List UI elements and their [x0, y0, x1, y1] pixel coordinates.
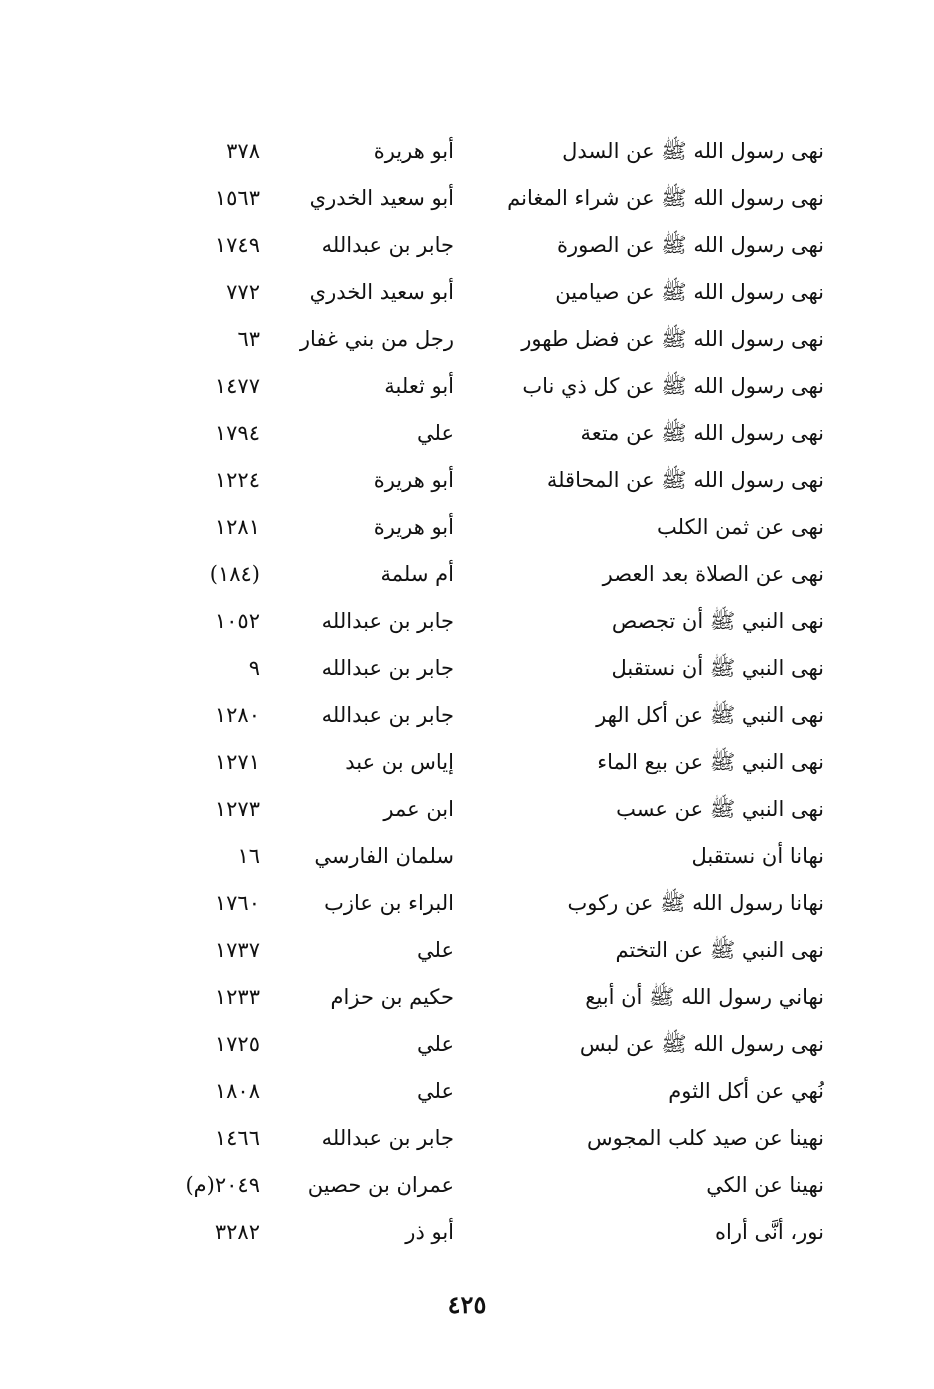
reference-number: ١٢٣٣ [214, 985, 260, 1009]
hadith-text: نهى النبي ﷺ عن أكل الهر [596, 703, 824, 727]
hadith-index-table [160, 128, 830, 1256]
reference-number: ١٠٥٢ [214, 609, 260, 633]
narrator-name: أبو سعيد الخدري [309, 280, 454, 304]
narrator-name: جابر بن عبدالله [321, 703, 454, 727]
reference-number: (١٨٤) [209, 562, 260, 586]
table-row [160, 739, 830, 786]
table-row [160, 833, 830, 880]
reference-number: ١٢٧٣ [214, 797, 260, 821]
narrator-name: حكيم بن حزام [330, 985, 454, 1009]
table-row [160, 551, 830, 598]
hadith-text: نهى النبي ﷺ عن بيع الماء [597, 750, 824, 774]
hadith-text: نهى رسول الله ﷺ عن كل ذي ناب [522, 374, 824, 398]
hadith-text: نهى رسول الله ﷺ عن الصورة [556, 233, 824, 257]
narrator-name: جابر بن عبدالله [321, 656, 454, 680]
hadith-text: نهانا رسول الله ﷺ عن ركوب [567, 891, 824, 915]
hadith-text: نهى رسول الله ﷺ عن المحاقلة [546, 468, 824, 492]
reference-number: ١٧٦٠ [214, 891, 260, 915]
table-row [160, 410, 830, 457]
narrator-name: أبو سعيد الخدري [309, 186, 454, 210]
narrator-name: إياس بن عبد [345, 750, 454, 774]
table-row [160, 1068, 830, 1115]
reference-number: ١٤٦٦ [214, 1126, 260, 1150]
hadith-text: نهى النبي ﷺ أن تجصص [611, 609, 824, 633]
narrator-name: جابر بن عبدالله [321, 609, 454, 633]
page-number: ٤٢٥ [447, 1290, 487, 1319]
narrator-name: أبو هريرة [373, 468, 454, 492]
table-row [160, 222, 830, 269]
table-row [160, 645, 830, 692]
hadith-text: نهاني رسول الله ﷺ أن أبيع [585, 985, 824, 1009]
hadith-text: نهينا عن صيد كلب المجوس [587, 1126, 824, 1150]
reference-number: ١٦ [237, 844, 260, 868]
table-row [160, 974, 830, 1021]
hadith-text: نهى النبي ﷺ أن نستقبل [611, 656, 824, 680]
table-row [160, 1115, 830, 1162]
table-row [160, 1021, 830, 1068]
reference-number: ٧٧٢ [226, 280, 260, 304]
reference-number: ١٧٤٩ [214, 233, 260, 257]
narrator-name: أبو هريرة [373, 139, 454, 163]
reference-number: ١٢٨٠ [214, 703, 260, 727]
table-row [160, 927, 830, 974]
narrator-name: علي [417, 1079, 454, 1103]
hadith-text: نهى النبي ﷺ عن التختم [615, 938, 824, 962]
narrator-name: جابر بن عبدالله [321, 233, 454, 257]
reference-number: ١٧٣٧ [214, 938, 260, 962]
reference-number: ١٢٧١ [214, 750, 260, 774]
table-row [160, 316, 830, 363]
reference-number: ٢٠٤٩(م) [185, 1173, 260, 1197]
reference-number: ٣٢٨٢ [214, 1220, 260, 1244]
table-row [160, 880, 830, 927]
hadith-text: نهى رسول الله ﷺ عن صيامين [555, 280, 824, 304]
reference-number: ٣٧٨ [226, 139, 260, 163]
reference-number: ٩ [248, 656, 260, 680]
narrator-name: أبو ثعلبة [384, 374, 454, 398]
reference-number: ٦٣ [237, 327, 260, 351]
table-row [160, 1162, 830, 1209]
narrator-name: أم سلمة [380, 562, 454, 586]
narrator-name: علي [417, 938, 454, 962]
narrator-name: سلمان الفارسي [314, 844, 454, 868]
narrator-name: عمران بن حصين [307, 1173, 454, 1197]
narrator-name: أبو هريرة [373, 515, 454, 539]
narrator-name: علي [417, 1032, 454, 1056]
narrator-name: البراء بن عازب [324, 891, 454, 915]
hadith-text: نهى رسول الله ﷺ عن متعة [580, 421, 824, 445]
table-row [160, 363, 830, 410]
narrator-name: أبو ذر [405, 1220, 454, 1244]
hadith-text: نهى رسول الله ﷺ عن السدل [562, 139, 824, 163]
table-row [160, 457, 830, 504]
hadith-text: نهى عن الصلاة بعد العصر [602, 562, 824, 586]
hadith-text: نهى عن ثمن الكلب [657, 515, 824, 539]
table-row [160, 1209, 830, 1256]
reference-number: ١٥٦٣ [214, 186, 260, 210]
table-row [160, 128, 830, 175]
reference-number: ١٧٢٥ [214, 1032, 260, 1056]
narrator-name: ابن عمر [383, 797, 454, 821]
table-row [160, 175, 830, 222]
hadith-text: نهى النبي ﷺ عن عسب [616, 797, 824, 821]
narrator-name: علي [417, 421, 454, 445]
hadith-text: نهى رسول الله ﷺ عن شراء المغانم [507, 186, 824, 210]
hadith-text: نور، أنَّى أراه [715, 1220, 824, 1244]
hadith-text: نهى رسول الله ﷺ عن لبس [579, 1032, 824, 1056]
hadith-text: نهى رسول الله ﷺ عن فضل طهور [521, 327, 824, 351]
table-row [160, 504, 830, 551]
reference-number: ١٧٩٤ [214, 421, 260, 445]
table-row [160, 269, 830, 316]
hadith-text: نهانا أن نستقبل [691, 844, 824, 868]
reference-number: ١٤٧٧ [214, 374, 260, 398]
table-row [160, 692, 830, 739]
reference-number: ١٢٨١ [214, 515, 260, 539]
reference-number: ١٢٢٤ [214, 468, 260, 492]
table-row [160, 786, 830, 833]
hadith-text: نُهي عن أكل الثوم [668, 1079, 824, 1103]
reference-number: ١٨٠٨ [214, 1079, 260, 1103]
narrator-name: جابر بن عبدالله [321, 1126, 454, 1150]
hadith-text: نهينا عن الكي [706, 1173, 824, 1197]
narrator-name: رجل من بني غفار [299, 327, 454, 351]
table-row [160, 598, 830, 645]
